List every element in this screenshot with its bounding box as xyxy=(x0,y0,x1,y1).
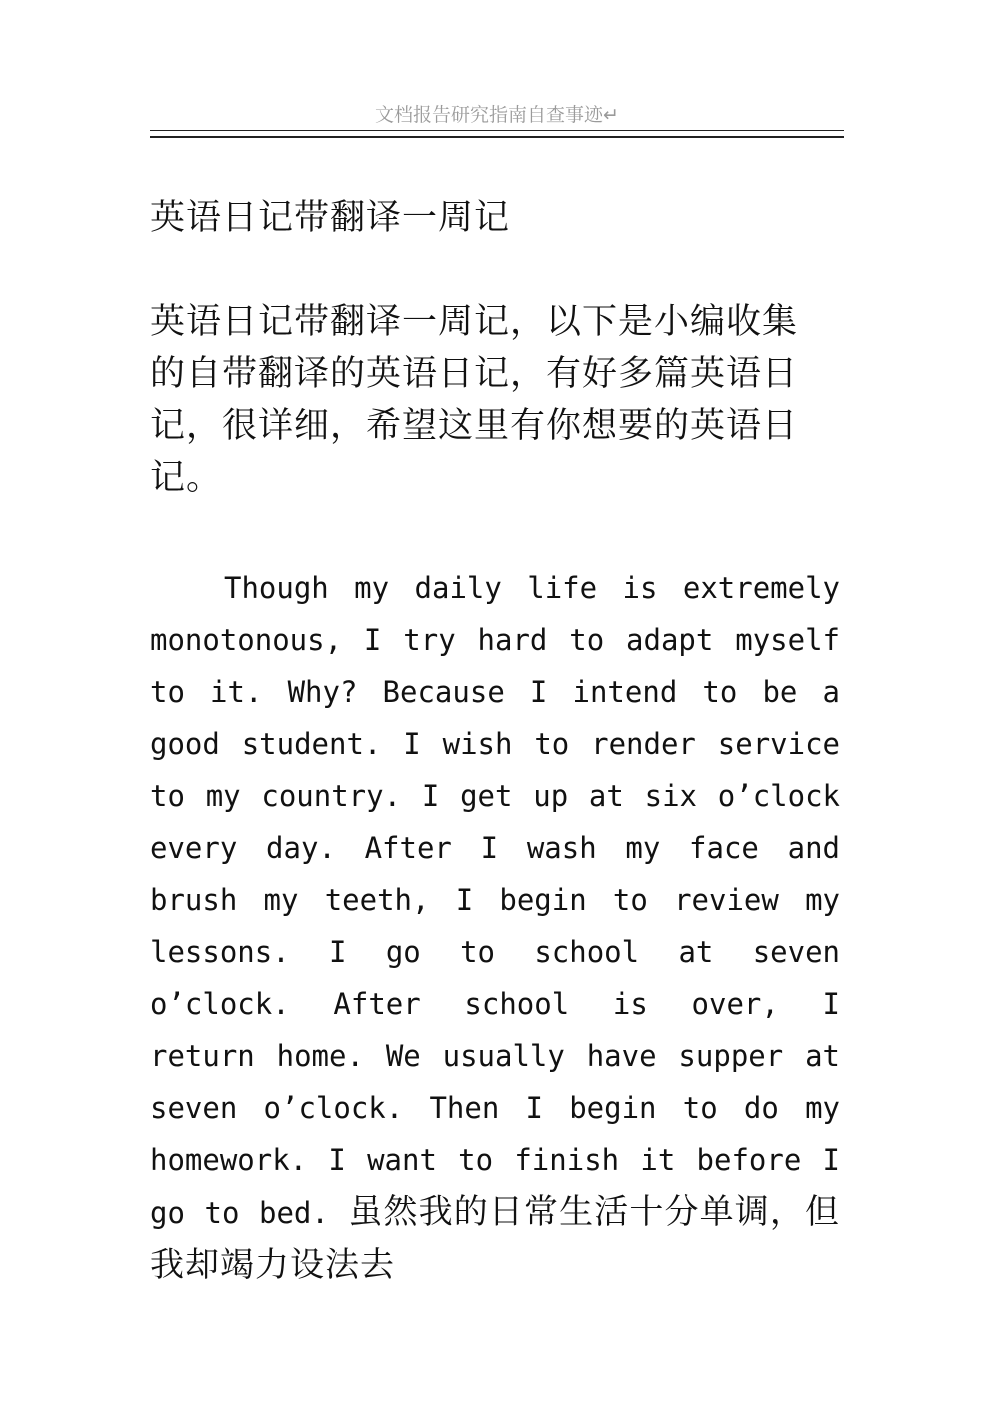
header-rule-thin xyxy=(150,130,844,131)
body-english-text: Though my daily life is extremely monotonous, I try hard to adapt myself to it. Why? Because I intend to be a good student. I wish to render service to my country. I get up at six o’clock every day. After I wash my face and brush my teeth, I begin to review my lessons. I go to school at seven o’clock. After school is over, I return home. We usually have supper at seven o’clock. Then I begin to do my homework. I want to finish it before I go to bed. xyxy=(150,571,840,1230)
body-chinese-text: 虽然我的日常生活十分单调，但我却竭力设法去 xyxy=(150,1192,840,1285)
header-rule-thick xyxy=(150,136,844,138)
body-paragraph xyxy=(150,562,840,1292)
intro-paragraph: 英语日记带翻译一周记，以下是小编收集的自带翻译的英语日记，有好多篇英语日记，很详细，希望这里有你想要的英语日记。 xyxy=(150,302,799,498)
page-header: 文档报告研究指南自查事迹↵ xyxy=(375,104,619,126)
document-title: 英语日记带翻译一周记 xyxy=(150,198,511,238)
